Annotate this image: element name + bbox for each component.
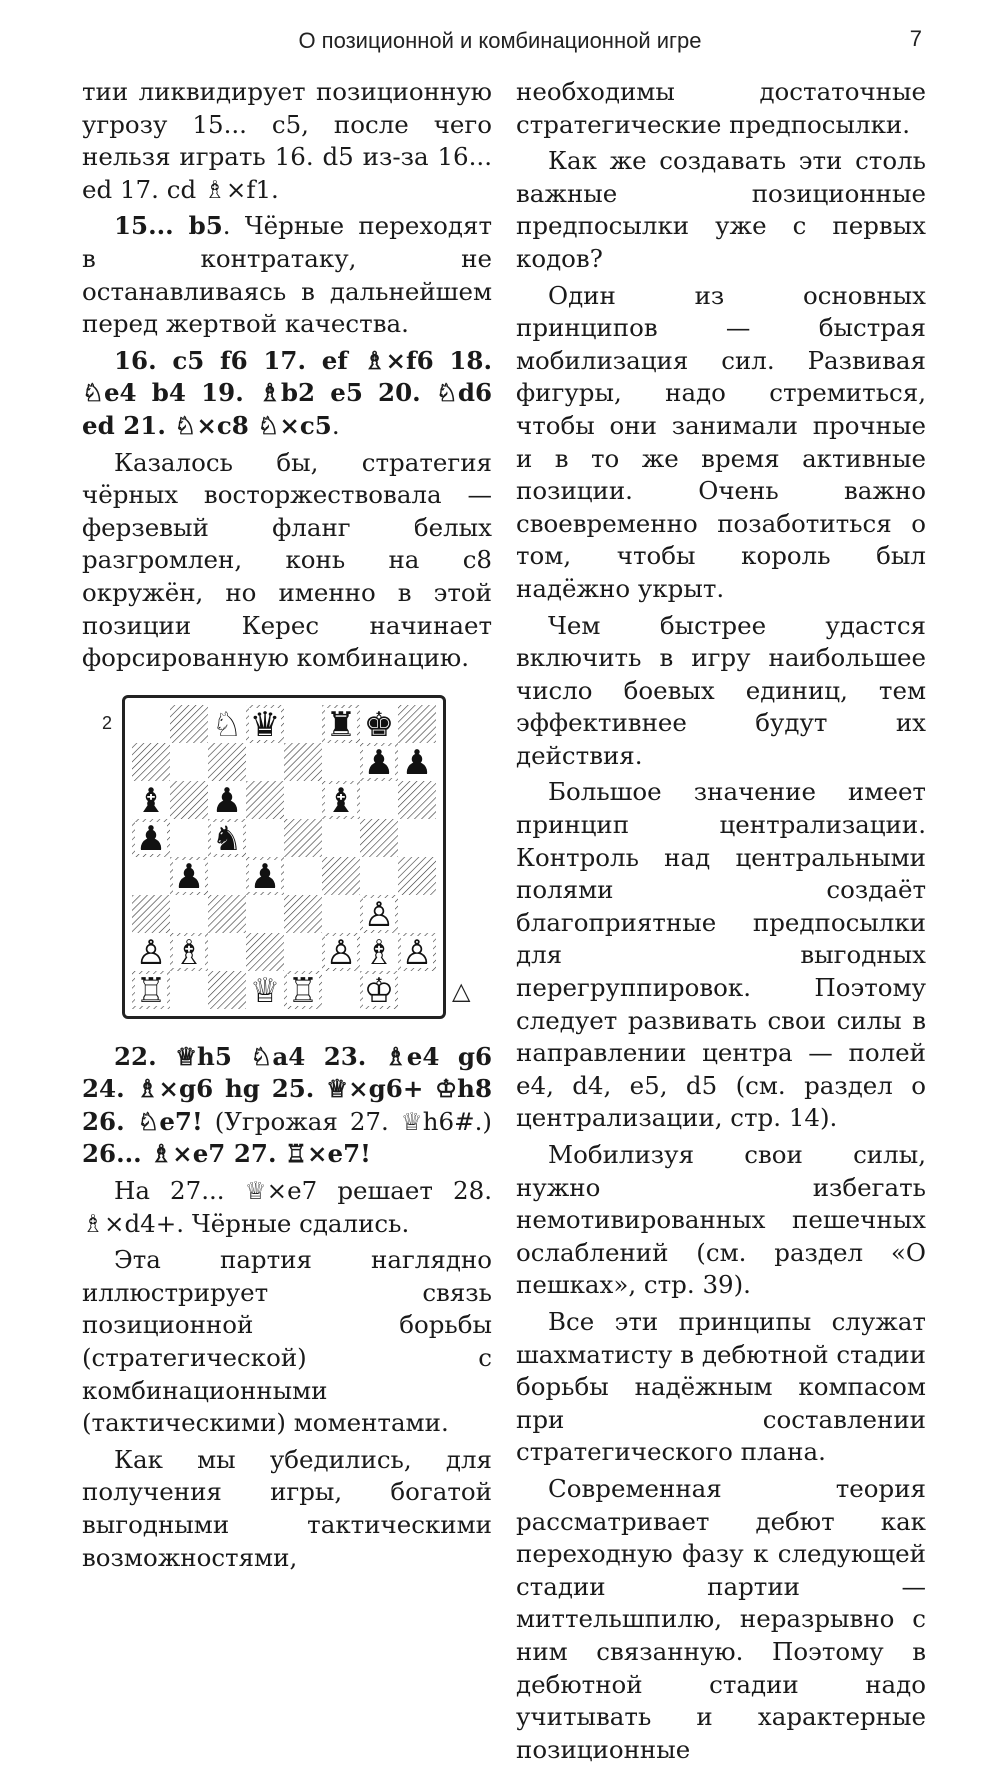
page-number: 7 — [909, 26, 922, 51]
dark-square — [208, 743, 246, 781]
light-square — [360, 857, 398, 895]
paragraph: Большое значение имеет принцип централизации. Контроль над центральными полями создаёт благоприятные предпосылки для выгодных перегруппировок. Поэтому следует развивать свои силы в направлении центра — полей е4, d4, е5, d5 (см. раздел о централизации, стр. 14). — [516, 777, 926, 1133]
dark-square — [246, 933, 284, 971]
move-notation: 22. ♕h5 ♘a4 23. ♗e4 g6 24. ♗×g6 hg 25. ♕×g6+ ♔h8 26. ♘e7! — [82, 1041, 492, 1136]
chess-piece-black-f6-icon: ♝ — [325, 780, 357, 821]
dark-square — [170, 781, 208, 819]
right-column — [516, 76, 926, 1766]
chess-piece-black-d8-icon: ♛ — [249, 704, 281, 745]
light-square — [170, 743, 208, 781]
chess-piece-black-c6-icon: ♟ — [211, 780, 243, 821]
chess-piece-black-g8-icon: ♚ — [363, 704, 395, 745]
dark-square — [284, 743, 322, 781]
chess-piece-white-g3-icon: ♙ — [363, 894, 395, 935]
chess-piece-white-g1-icon: ♔ — [363, 970, 395, 1009]
chess-piece-white-f2-icon: ♙ — [325, 932, 357, 973]
dark-square — [246, 781, 284, 819]
light-square — [170, 971, 208, 1009]
light-square — [208, 933, 246, 971]
paragraph: Как же создавать эти столь важные позиционные предпосылки уже с первых кодов? — [516, 146, 926, 273]
chess-piece-white-c8-icon: ♘ — [211, 704, 243, 745]
paragraph: На 27... ♕×e7 решает 28. ♗×d4+. Чёрные сдались. — [82, 1176, 492, 1238]
light-square — [360, 781, 398, 819]
light-square — [246, 895, 284, 933]
paragraph: Мобилизуя свои силы, нужно избегать немотивированных пешечных ослаблений (см. раздел «О пешках», стр. 39). — [516, 1140, 926, 1300]
light-square — [322, 819, 360, 857]
paragraph-text: . — [331, 410, 340, 440]
dark-square — [398, 781, 436, 819]
chess-piece-black-g7-icon: ♟ — [363, 742, 395, 783]
light-square — [132, 857, 170, 895]
light-square — [398, 971, 436, 1009]
chess-piece-white-a1-icon: ♖ — [135, 970, 167, 1009]
dark-square — [208, 971, 246, 1009]
move-notation: 15... b5 — [114, 211, 223, 241]
chess-piece-black-a5-icon: ♟ — [135, 818, 167, 859]
dark-square — [132, 895, 170, 933]
paragraph: Чем быстрее удастся включить в игру наибольшее число боевых единиц, тем эффективнее будут их действия. — [516, 610, 926, 770]
light-square — [132, 705, 170, 743]
light-square — [246, 819, 284, 857]
paragraph — [82, 210, 492, 340]
paragraph: Один из основных принципов — быстрая мобилизация сил. Развивая фигуры, надо стремиться, чтобы они занимали прочные и в то же время активные позиции. Очень важно своевременно позаботиться о том, чтобы король был надёжно укрыт. — [516, 280, 926, 603]
chess-piece-black-f8-icon: ♜ — [325, 704, 357, 745]
move-notation: 26... ♗×e7 27. ♖×e7! — [82, 1139, 371, 1169]
light-square — [398, 819, 436, 857]
dark-square — [284, 895, 322, 933]
page-header — [0, 24, 1000, 64]
move-notation: 16. с5 f6 17. ef ♗×f6 18. ♘e4 b4 19. ♗b2 e5 20. ♘d6 ed 21. ♘×c8 ♘×c5 — [82, 345, 492, 440]
chess-diagram — [82, 689, 492, 1029]
running-title: О позиционной и комбинационной игре — [298, 28, 702, 53]
light-square — [246, 743, 284, 781]
paragraph — [82, 1041, 492, 1171]
chess-piece-black-h7-icon: ♟ — [401, 742, 433, 783]
dark-square — [398, 857, 436, 895]
left-column — [82, 76, 492, 1574]
light-square — [398, 895, 436, 933]
paragraph-text: (Угрожая 27. ♕h6#.) — [202, 1106, 492, 1136]
paragraph: необходимы достаточные стратегические предпосылки. — [516, 77, 926, 139]
chess-board-frame — [122, 695, 446, 1019]
chess-piece-white-h2-icon: ♙ — [401, 932, 433, 973]
light-square — [170, 819, 208, 857]
chess-piece-black-c5-icon: ♞ — [211, 818, 243, 859]
chess-piece-black-b4-icon: ♟ — [173, 856, 205, 897]
dark-square — [398, 705, 436, 743]
light-square — [284, 781, 322, 819]
chess-piece-white-a2-icon: ♙ — [135, 932, 167, 973]
light-square — [284, 933, 322, 971]
chess-piece-white-d1-icon: ♕ — [249, 970, 281, 1009]
chess-board — [132, 705, 436, 1009]
chess-piece-black-d4-icon: ♟ — [249, 856, 281, 897]
dark-square — [208, 895, 246, 933]
dark-square — [322, 857, 360, 895]
paragraph-text: . Чёрные переходят в контратаку, не останавливаясь в дальнейшем перед жертвой качества. — [82, 211, 492, 339]
paragraph: Эта партия наглядно иллюстрирует связь позиционной борьбы (стратегической) с комбинационными (тактическими) моментами. — [82, 1245, 492, 1438]
dark-square — [170, 705, 208, 743]
paragraph: Современная теория рассматривает дебют как переходную фазу к следующей стадии партии — миттельшпилю, неразрывно с ним связанную. Поэтому в дебютной стадии надо учитывать и характерные позиционные — [516, 1473, 926, 1764]
light-square — [322, 971, 360, 1009]
light-square — [284, 857, 322, 895]
dark-square — [360, 819, 398, 857]
paragraph: Казалось бы, стратегия чёрных восторжествовала — ферзевый фланг белых разгромлен, конь на с8 окружён, но именно в этой позиции Керес начинает форсированную комбинацию. — [82, 447, 492, 673]
dark-square — [284, 819, 322, 857]
paragraph: Как мы убедились, для получения игры, богатой выгодными тактическими возможностями, — [82, 1444, 492, 1572]
chess-piece-white-g2-icon: ♗ — [363, 932, 395, 973]
diagram-number: 2 — [102, 712, 113, 733]
chess-piece-white-b2-icon: ♗ — [173, 932, 205, 973]
light-square — [284, 705, 322, 743]
dark-square — [132, 743, 170, 781]
paragraph: тии ликвидирует позиционную угрозу 15... с5, после чего нельзя играть 16. d5 из-за 16... ed 17. cd ♗×f1. — [82, 77, 492, 204]
chess-piece-black-a6-icon: ♝ — [135, 780, 167, 821]
light-square — [208, 857, 246, 895]
paragraph: Все эти принципы служат шахматисту в дебютной стадии борьбы надёжным компасом при составлении стратегического плана. — [516, 1306, 926, 1467]
light-square — [170, 895, 208, 933]
light-square — [322, 743, 360, 781]
light-square — [322, 895, 360, 933]
white-to-move-triangle-icon: △ — [452, 976, 471, 1005]
chess-piece-white-e1-icon: ♖ — [287, 970, 319, 1009]
paragraph — [82, 345, 492, 443]
